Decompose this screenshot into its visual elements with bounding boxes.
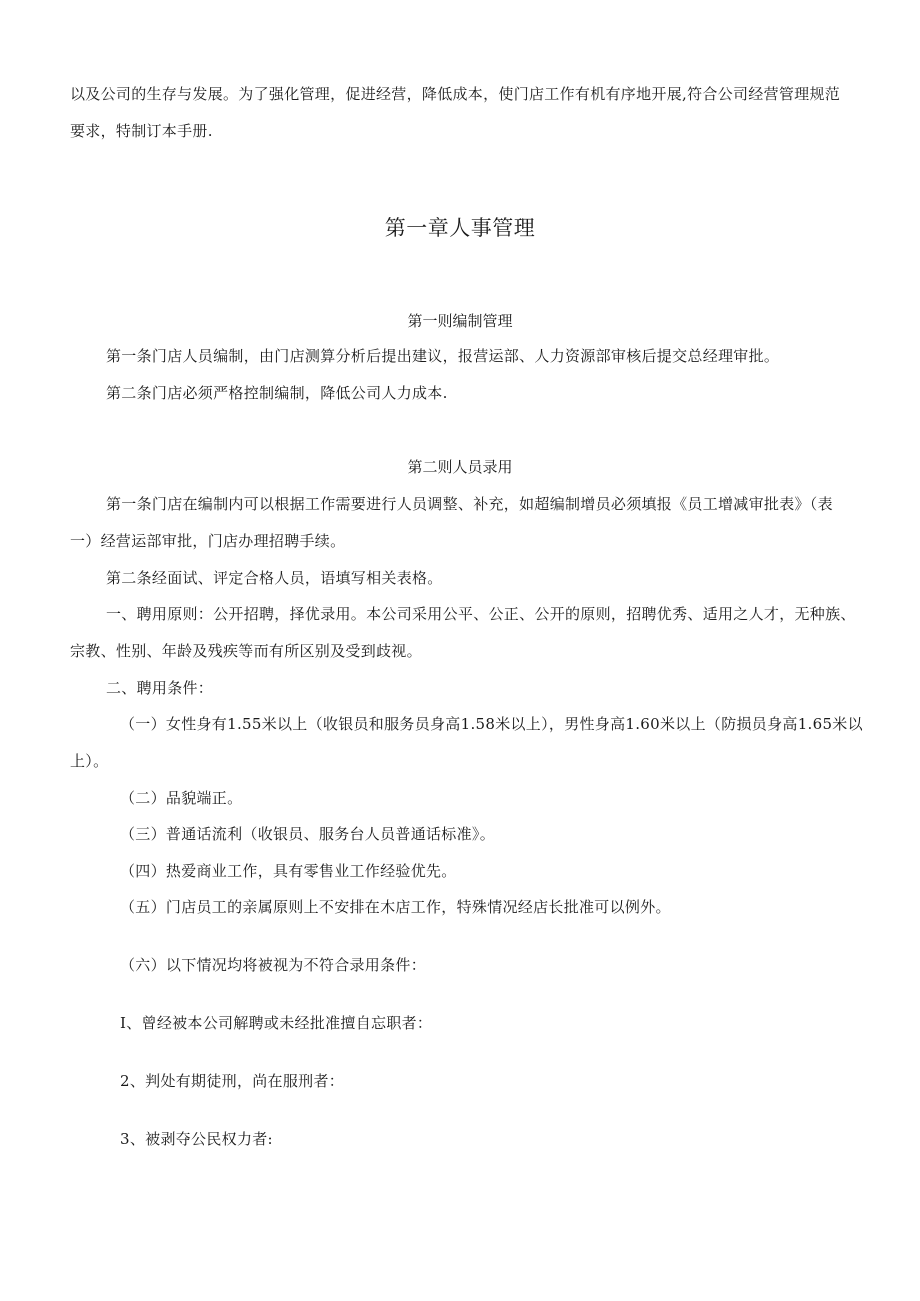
disqualification-item-2: 2、判处有期徒刑，尚在服刑者：: [120, 1072, 345, 1090]
chapter-title: 第一章人事管理: [384, 216, 536, 240]
intro-line-2: 要求，特制订本手册.: [70, 122, 213, 140]
disqualification-item-3: 3、被剥夺公民权力者:: [120, 1130, 273, 1148]
condition-1-line-1: （一）女性身有1.55米以上（收银员和服务员身高1.58米以上），男性身高1.60米以上（防损员身高1.65米以: [120, 715, 863, 733]
condition-1-line-2: 上）。: [70, 752, 109, 770]
section-title-recruitment: 第二则人员录用: [407, 458, 513, 476]
section-title-staffing: 第一则编制管理: [407, 312, 513, 330]
recruitment-article-1-line-1: 第一条门店在编制内可以根据工作需要进行人员调整、补充，如超编制增员必须填报《员工增减审批表》（表: [106, 495, 833, 513]
recruitment-article-1-line-2: 一）经营运部审批，门店办理招聘手续。: [70, 532, 346, 550]
hiring-conditions-title: 二、聘用条件：: [106, 679, 214, 697]
staffing-article-2: 第二条门店必须严格控制编制，降低公司人力成本.: [106, 384, 448, 402]
condition-5: （五）门店员工的亲属原则上不安排在木店工作，特殊情况经店长批准可以例外。: [120, 898, 671, 916]
disqualification-item-1: I、曾经被本公司解聘或未经批准擅自忘职者：: [120, 1014, 433, 1032]
condition-4: （四）热爱商业工作，具有零售业工作经验优先。: [120, 862, 457, 880]
hiring-principle-line-2: 宗教、性别、年龄及残疾等而有所区别及受到歧视。: [70, 642, 422, 660]
condition-2: （二）品貌端正。: [120, 789, 243, 807]
intro-line-1: 以及公司的生存与发展。为了强化管理，促进经营，降低成本，使门店工作有机有序地开展,符合公司经营管理规范: [70, 85, 841, 103]
condition-6: （六）以下情况均将被视为不符合录用条件：: [120, 956, 427, 974]
recruitment-article-2: 第二条经面试、评定合格人员，语填写相关表格。: [106, 569, 443, 587]
hiring-principle-line-1: 一、聘用原则：公开招聘，择优录用。本公司采用公平、公正、公开的原则，招聘优秀、适用之人才，无种族、: [106, 605, 856, 623]
condition-3: （三）普通话流利（收银员、服务台人员普通话标准》。: [120, 825, 496, 843]
staffing-article-1: 第一条门店人员编制，由门店测算分析后提出建议，报营运部、人力资源部审核后提交总经理审批。: [106, 347, 780, 365]
